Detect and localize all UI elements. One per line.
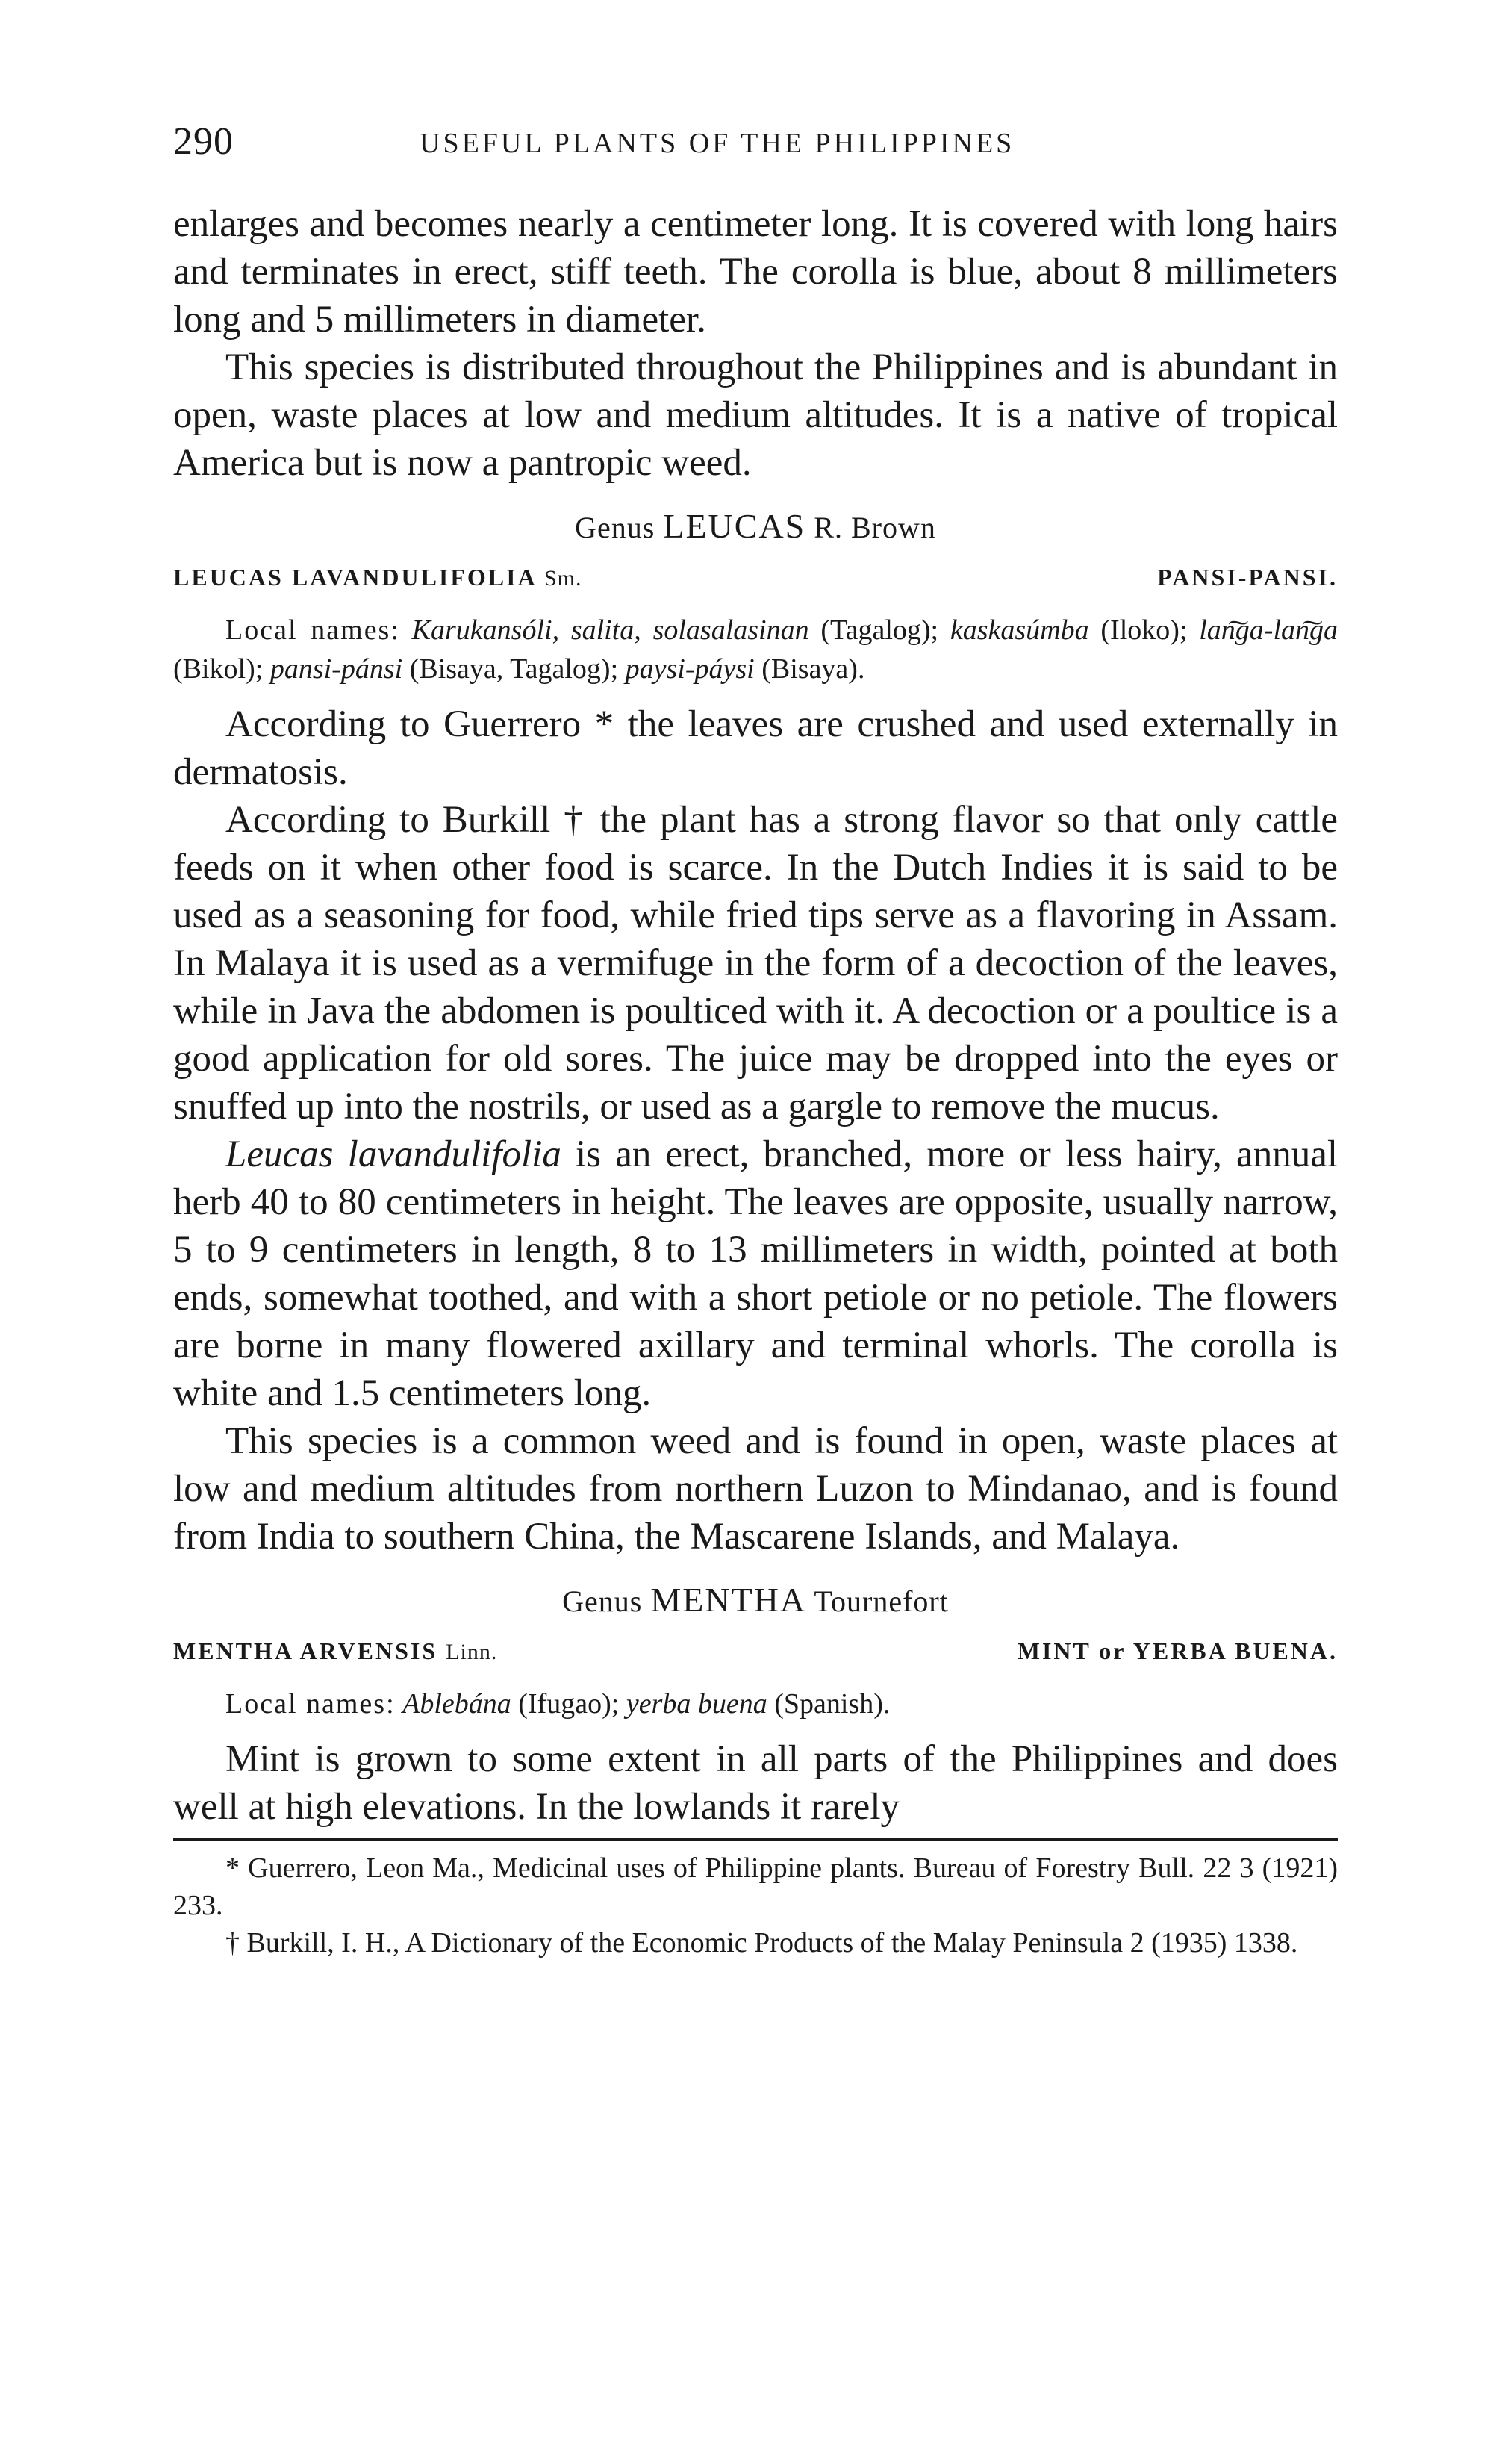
species-author: Linn. [446,1640,498,1664]
footnote-guerrero: * Guerrero, Leon Ma., Medicinal uses of Philippine plants. Bureau of Forestry Bull. 22 3 (1921) 233. [173,1852,1338,1921]
local-name: lan͠ga-lan͠ga [1199,615,1339,646]
local-names-mentha [173,1684,1338,1723]
running-head: USEFUL PLANTS OF THE PHILIPPINES [420,128,1015,159]
genus-heading-mentha [173,1581,1338,1620]
footnote-rule [173,1838,1338,1841]
local-name: paysi-páysi [625,653,755,685]
language-note: (Bikol); [173,653,270,685]
local-names-label: Local names: [225,615,400,646]
local-name: kaskasúmba [950,615,1089,646]
language-note: (Ifugao); [511,1688,626,1720]
paragraph-continued: enlarges and becomes nearly a centimeter long. It is covered with long hairs and terminates in erect, stiff teeth. The corolla is blue, about 8 millimeters long and 5 millimeters in diameter. [173,203,1338,340]
paragraph-burkill: According to Burkill † the plant has a strong flavor so that only cattle feeds on it when other food is scarce. In the Dutch Indies it is said to be used as a seasoning for food, while fried tips serve as a flavoring in Assam. In Malaya it is used as a vermifuge in the form of a decoction of the leaves, while in Java the abdomen is poulticed with it. A decoction or a poultice is a good application for old sores. The juice may be dropped into the eyes or snuffed up into the nostrils, or used as a gargle to remove the mucus. [173,799,1338,1127]
species-name: MENTHA ARVENSIS [173,1637,438,1664]
common-name: MINT or YERBA BUENA. [1017,1637,1338,1664]
local-name: Karukansóli, salita, solasalasinan [411,615,809,646]
local-name: Ablebána [402,1688,511,1720]
footnote-burkill: † Burkill, I. H., A Dictionary of the Economic Products of the Malay Peninsula 2 (1935) 1338. [225,1927,1298,1959]
paragraph-description [173,1130,1338,1417]
genus-author: R. Brown [814,511,936,544]
language-note: (Spanish). [767,1688,891,1720]
genus-name: LEUCAS [663,507,806,545]
paragraph-range: This species is a common weed and is found in open, waste places at low and medium altitudes from northern Luzon to Mindanao, and is found from India to southern China, the Mascarene Islands, and Malaya. [173,1420,1338,1558]
genus-prefix: Genus [562,1584,643,1618]
local-name: pansi-pánsi [269,653,403,685]
species-name: LEUCAS LAVANDULIFOLIA [173,564,536,591]
page-body [173,200,1338,1961]
genus-author: Tournefort [814,1584,949,1618]
paragraph-mint: Mint is grown to some extent in all parts of the Philippines and does well at high elevations. In the lowlands it rarely [173,1738,1338,1828]
language-note: (Bisaya). [754,653,865,685]
species-heading-mentha [173,1634,1338,1670]
page-header [173,119,1338,179]
language-note: (Tagalog); [808,615,950,646]
species-left [173,1634,497,1670]
language-note: (Iloko); [1088,615,1200,646]
species-author: Sm. [543,566,582,591]
species-heading-leucas [173,560,1338,596]
local-name: yerba buena [626,1688,767,1720]
species-italic: Leucas lavandulifolia [225,1133,561,1175]
species-left [173,560,582,596]
genus-prefix: Genus [575,511,655,544]
paragraph-distribution: This species is distributed throughout the Philippines and is abundant in open, waste places at low and medium altitudes. It is a native of tropical America but is now a pantropic weed. [173,346,1338,484]
genus-heading-leucas [173,508,1338,547]
language-note: (Bisaya, Tagalog); [402,653,626,685]
local-names-leucas [173,611,1338,688]
local-names-label: Local names: [225,1688,396,1720]
page-number: 290 [173,120,234,163]
paragraph-guerrero: According to Guerrero * the leaves are crushed and used externally in dermatosis. [173,703,1338,793]
common-name: PANSI-PANSI. [1157,564,1338,591]
genus-name: MENTHA [650,1581,807,1619]
description-text: is an erect, branched, more or less hairy, annual herb 40 to 80 centimeters in height. The leaves are opposite, usually narrow, 5 to 9 centimeters in length, 8 to 13 millimeters in width, pointed at both ends, somewhat toothed, and with a short petiole or no petiole. The flowers are borne in many flowered axillary and terminal whorls. The corolla is white and 1.5 centimeters long. [173,1133,1338,1414]
